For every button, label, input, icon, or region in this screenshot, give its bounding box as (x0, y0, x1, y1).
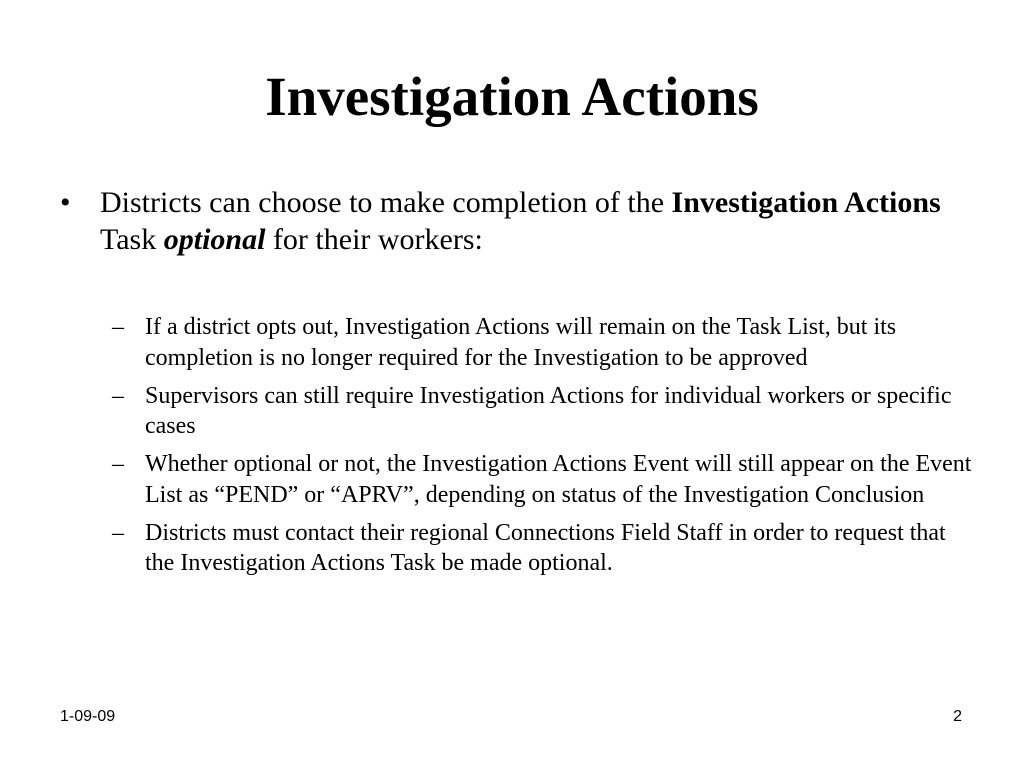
sub-bullet-text: Districts must contact their regional Connections Field Staff in order to request that the Investigation Actions Task be made optional. (145, 519, 946, 576)
slide-title: Investigation Actions (265, 66, 759, 127)
sub-bullet-text: If a district opts out, Investigation Actions will remain on the Task List, but its completion is no longer required for the Investigation to be approved (145, 314, 897, 371)
sub-bullet-dash: – (112, 382, 124, 409)
main-bullet (60, 184, 960, 258)
main-bullet-text-part3: for their workers: (265, 223, 483, 256)
sub-bullet-item (112, 449, 972, 510)
bullet-marker: • (60, 186, 71, 219)
main-bullet-bold-italic: optional (163, 223, 266, 256)
sub-bullet-list (112, 312, 972, 586)
sub-bullet-dash: – (112, 314, 124, 340)
sub-bullet-dash: – (112, 451, 124, 477)
main-bullet-text (100, 184, 960, 258)
page-number: 2 (953, 708, 962, 725)
sub-bullet-text: Supervisors can still require Investigation Actions for individual workers or specific cases (145, 382, 952, 439)
main-bullet-text-part1: Districts can choose to make completion of the (100, 186, 672, 219)
sub-bullet-item (112, 312, 972, 373)
sub-bullet-text: Whether optional or not, the Investigation Actions Event will still appear on the Event List as “PEND” or “APRV”, depending on status of the Investigation Conclusion (145, 451, 972, 508)
sub-bullet-dash: – (112, 519, 124, 546)
sub-bullet-item (112, 381, 972, 442)
main-bullet-bold: Investigation Actions (671, 186, 941, 219)
main-bullet-text-part2: Task (100, 223, 164, 256)
sub-bullet-item (112, 518, 972, 579)
footer-date: 1-09-09 (60, 708, 116, 725)
